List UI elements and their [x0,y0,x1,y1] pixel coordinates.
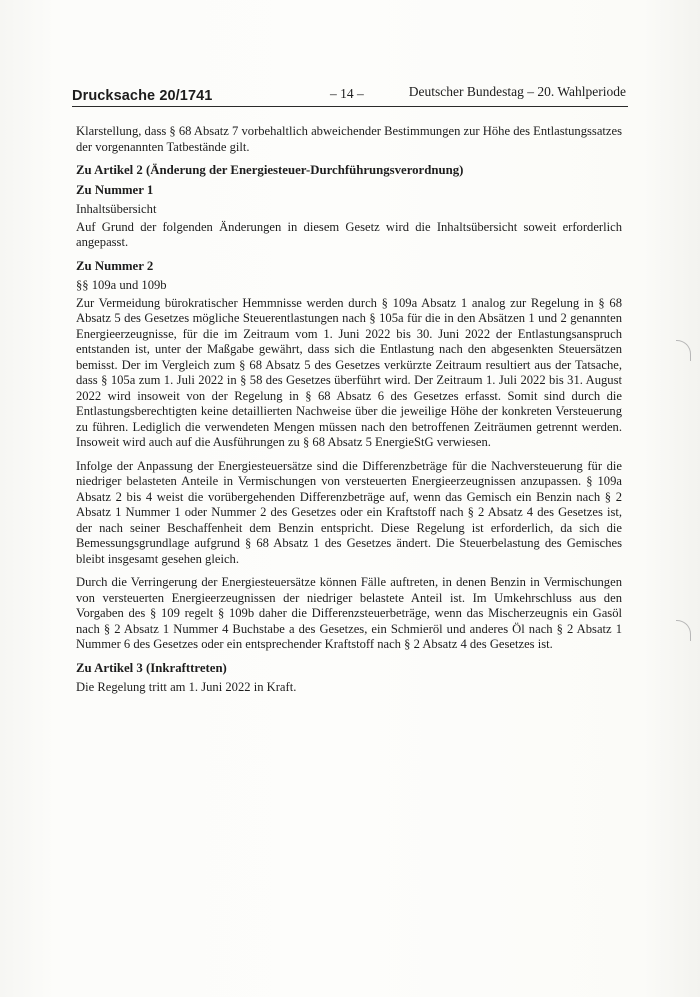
legislative-period: Deutscher Bundestag – 20. Wahlperiode [408,84,626,99]
paragraph-1: Zur Vermeidung bürokratischer Hemmnisse werden durch § 109a Absatz 1 analog zur Regelung in § 68 Absatz 5 des Gesetzes mögliche Steuerentlastungen nach § 105a für die in den Absätzen 1 und 2 genannten Energieerzeugnisse, für die im Zeitraum vom 1. Juni 2022 bis 30. Juni 2022 der Entlastungsanspruch entstanden ist, unter der Maßgabe gewährt, dass sich die Entlastung nach den abgesenkten Steuersätzen bemisst. Der im Vergleich zum § 68 Absatz 5 des Gesetzes verkürzte Zeitraum resultiert aus der Tatsache, dass § 105a zum 1. Juli 2022 in § 58 des Gesetzes überführt wird. Der Zeitraum 1. Juli 2022 bis 31. August 2022 wird insoweit von der Regelung in § 68 Absatz 6 des Gesetzes erfasst. Somit sind durch die Entlastungsberechtigten keine detaillierten Nachweise über die jeweilige Höhe der konkreten Versteuerung zu führen. Lediglich die verwendeten Mengen müssen nach den betroffenen Zeiträumen getrennt werden. Insoweit wird auch auf die Ausführungen zu § 68 Absatz 5 EnergieStG verwiesen. [76,295,622,449]
intro-paragraph: Klarstellung, dass § 68 Absatz 7 vorbehaltlich abweichender Bestimmungen zur Höhe des Entlastungssatzes der vorgenannten Tatbestände gilt. [76,124,622,154]
number-1-text: Auf Grund der folgenden Änderungen in diesem Gesetz wird die Inhaltsübersicht soweit erforderlich angepasst. [76,219,622,249]
document-body [76,124,622,704]
paragraph-2: Infolge der Anpassung der Energiesteuersätze sind die Differenzbeträge für die Nachversteuerung für die niedriger belasteten Anteile in Vermischungen von versteuerten Energieerzeugnissen anzupassen. § 109a Absatz 2 bis 4 weist die vorübergehenden Differenzbeträge auf, wenn das Gemisch ein Benzin nach § 2 Absatz 1 Nummer 1 oder Nummer 2 des Gesetzes oder ein Kraftstoff nach § 2 Absatz 4 des Gesetzes ist, der nach seiner Beschaffenheit dem Benzin entspricht. Diese Regelung ist erforderlich, da sich die Bemessungsgrundlage aufgrund § 68 Absatz 1 des Gesetzes ändert. Die Steuerbelastung des Gemisches bleibt insgesamt gesehen gleich. [76,458,622,566]
number-1-subject: Inhaltsübersicht [76,202,157,216]
binding-mark-bottom [676,620,691,641]
number-1-heading: Zu Nummer 1 [76,182,154,197]
binding-mark-top [676,340,691,361]
paragraph-3: Durch die Verringerung der Energiesteuersätze können Fälle auftreten, in denen Benzin in Vermischungen von versteuerten Energieerzeugnissen der niedriger belastete Anteil ist. Im Umkehrschluss aus den Vorgaben des § 109 regelt § 109b daher die Differenzsteuerbeträge, wenn das Mischerzeugnis ein Gasöl nach § 2 Absatz 1 Nummer 4 Buchstabe a des Gesetzes, ein Schmieröl und anderes Öl nach § 2 Absatz 1 Nummer 6 des Gesetzes oder ein entsprechender Kraftstoff nach § 2 Absatz 4 des Gesetzes ist. [76,575,622,651]
page-number: – 14 – [330,86,364,101]
article-2-heading: Zu Artikel 2 (Änderung der Energiesteuer-Durchführungsverordnung) [76,163,464,177]
article-3-text: Die Regelung tritt am 1. Juni 2022 in Kraft. [76,680,297,694]
number-2-heading: Zu Nummer 2 [76,258,154,273]
number-2-subject: §§ 109a und 109b [76,278,167,292]
article-3-heading: Zu Artikel 3 (Inkrafttreten) [76,660,227,675]
page-header [72,84,628,107]
document-number: Drucksache 20/1741 [72,88,213,104]
